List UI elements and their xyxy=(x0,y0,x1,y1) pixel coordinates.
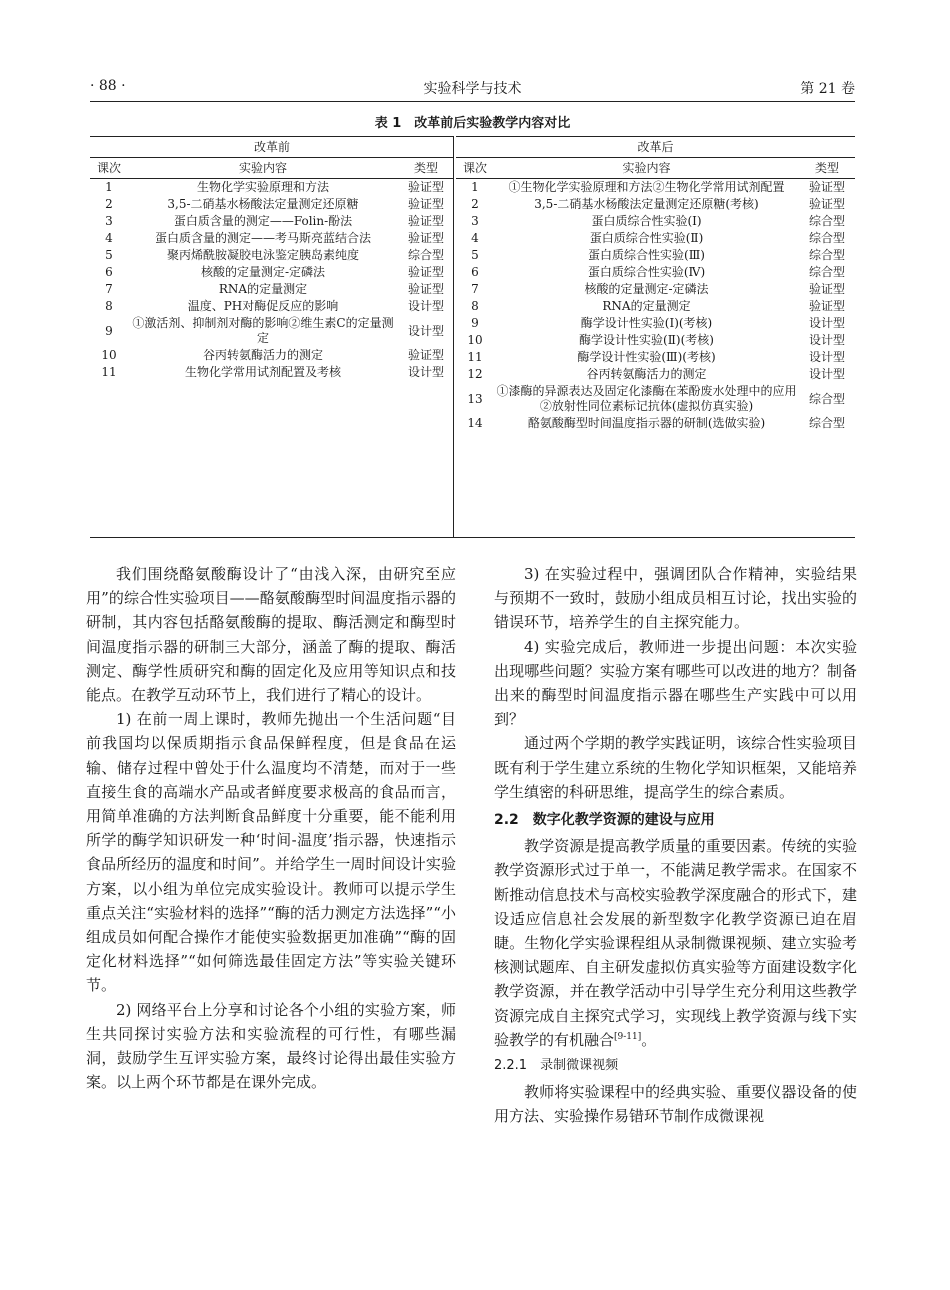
content-cell: 蛋白质综合性实验(Ⅱ) xyxy=(589,231,704,245)
page-header xyxy=(90,78,855,100)
before-group-header: 改革前 xyxy=(90,137,454,158)
session-cell: 13 xyxy=(467,391,483,406)
type-cell: 综合型 xyxy=(808,248,845,262)
session-cell: 2 xyxy=(471,197,479,211)
type-cell: 验证型 xyxy=(407,197,444,211)
paragraph: 我们围绕酪氨酸酶设计了“由浅入深，由研究至应用”的综合性实验项目——酪氨酸酶型时间温度指示器的研制，其内容包括酪氨酸酶的提取、酶活测定和酶型时间温度指示器的研制三大部分，涵盖了酶的提取、酶活测定、酶学性质研究和酶的固定化及应用等知识点和技能点。在教学互动环节上，我们进行了精心的设计。 xyxy=(86,565,456,705)
paragraph: 2) 网络平台上分享和讨论各个小组的实验方案，师生共同探讨实验方法和实验流程的可行性，有哪些漏洞，鼓励学生互评实验方案，最终讨论得出最佳实验方案。以上两个环节都是在课外完成。 xyxy=(86,1000,456,1092)
table-divider xyxy=(453,137,454,537)
session-cell: 9 xyxy=(105,323,113,338)
type-cell: 综合型 xyxy=(808,231,845,245)
content-cell: 核酸的定量测定-定磷法 xyxy=(200,265,326,279)
content-cell: 酶学设计性实验(Ⅰ)(考核) xyxy=(580,316,713,330)
content-cell: RNA的定量测定 xyxy=(602,299,691,313)
after-col-session: 课次 xyxy=(456,158,494,179)
before-col-type: 类型 xyxy=(398,158,454,179)
content-cell: 蛋白质综合性实验(Ⅳ) xyxy=(587,265,706,279)
type-cell: 设计型 xyxy=(407,323,444,338)
session-cell: 5 xyxy=(105,248,113,262)
type-cell: 验证型 xyxy=(407,282,444,296)
header-rule xyxy=(90,101,855,102)
content-cell: 蛋白质综合性实验(Ⅲ) xyxy=(588,248,705,262)
table-row xyxy=(90,264,454,281)
section-heading: 2.2 数字化教学资源的建设与应用 xyxy=(494,812,715,829)
before-col-content: 实验内容 xyxy=(128,158,398,179)
type-cell: 设计型 xyxy=(808,333,845,347)
table-before xyxy=(90,136,454,381)
table-row xyxy=(90,281,454,298)
session-cell: 7 xyxy=(471,282,479,296)
content-cell: 酶学设计性实验(Ⅲ)(考核) xyxy=(577,350,716,364)
content-cell: ①激活剂、抑制剂对酶的影响②维生素C的定量测定 xyxy=(132,316,394,345)
content-cell: 3,5-二硝基水杨酸法定量测定还原糖 xyxy=(167,197,359,211)
type-cell: 综合型 xyxy=(808,391,845,406)
table-row xyxy=(456,383,855,415)
table-row xyxy=(90,196,454,213)
content-cell: ①漆酶的异源表达及固定化漆酶在苯酚废水处理中的应用②放射性同位素标记抗体(虚拟仿真实验) xyxy=(496,384,797,413)
session-cell: 9 xyxy=(471,316,479,330)
paragraph-text: 教学资源是提高教学质量的重要因素。传统的实验教学资源形式过于单一，不能满足教学需求。在国家不断推动信息技术与高校实验教学深度融合的形式下，建设适应信息社会发展的新型数字化教学资源已迫在眉睫。生物化学实验课程组从录制微课视频、建立实验考核测试题库、自主研发虚拟仿真实验等方面建设数字化教学资源，并在教学活动中引导学生充分利用这些教学资源完成自主探究式学习，实现线上教学资源与线下实验教学的有机融合 xyxy=(494,837,857,1049)
session-cell: 5 xyxy=(471,248,479,262)
table-row xyxy=(456,196,855,213)
content-cell: 蛋白质综合性实验(Ⅰ) xyxy=(591,214,702,228)
after-col-type: 类型 xyxy=(799,158,855,179)
session-cell: 10 xyxy=(467,333,483,347)
table-row xyxy=(90,364,454,381)
type-cell: 设计型 xyxy=(407,299,444,313)
content-cell: 生物化学实验原理和方法 xyxy=(196,180,329,194)
content-cell: 聚丙烯酰胺凝胶电泳鉴定胰岛素纯度 xyxy=(166,248,359,262)
right-column xyxy=(494,562,857,1129)
table-row xyxy=(90,347,454,364)
type-cell: 验证型 xyxy=(407,214,444,228)
paragraph-with-citation xyxy=(494,834,857,1052)
table-row xyxy=(456,349,855,366)
type-cell: 综合型 xyxy=(407,248,444,262)
table-row xyxy=(456,247,855,264)
table-row xyxy=(456,315,855,332)
table-row xyxy=(90,315,454,347)
session-cell: 6 xyxy=(471,265,479,279)
paragraph: 3) 在实验过程中，强调团队合作精神，实验结果与预期不一致时，鼓励小组成员相互讨论，找出实验的错误环节，培养学生的自主探究能力。 xyxy=(494,565,857,632)
session-cell: 7 xyxy=(105,282,113,296)
type-cell: 验证型 xyxy=(808,180,845,194)
table-row xyxy=(456,264,855,281)
left-column xyxy=(86,562,456,1094)
paragraph: 通过两个学期的教学实践证明，该综合性实验项目既有利于学生建立系统的生物化学知识框架，又能培养学生缜密的科研思维，提高学生的综合素质。 xyxy=(494,734,857,801)
content-cell: 酪氨酸酶型时间温度指示器的研制(选做实验) xyxy=(527,416,766,430)
session-cell: 4 xyxy=(471,231,479,245)
after-col-content: 实验内容 xyxy=(494,158,799,179)
content-cell: 温度、PH对酶促反应的影响 xyxy=(187,299,339,313)
paragraph: 1) 在前一周上课时，教师先抛出一个生活问题“目前我国均以保质期指示食品保鲜程度，但是食品在运输、储存过程中曾处于什么温度均不清楚，而对于一些直接生食的高端水产品或者鲜度要求极高的食品而言，用简单准确的方法判断食品鲜度十分重要，能不能利用所学的酶学知识研发一种‘时间-温度’指示器，快速指示食品所经历的温度和时间”。并给学生一周时间设计实验方案，以小组为单位完成实验设计。教师可以提示学生重点关注“实验材料的选择”“酶的活力测定方法选择”“小组成员如何配合操作才能使实验数据更加准确”“酶的固定化材料选择”“如何筛选最佳固定方法”等实验关键环节。 xyxy=(86,710,456,995)
type-cell: 综合型 xyxy=(808,265,845,279)
before-col-session: 课次 xyxy=(90,158,128,179)
session-cell: 8 xyxy=(471,299,479,313)
session-cell: 12 xyxy=(467,367,483,381)
table-row xyxy=(90,230,454,247)
type-cell: 验证型 xyxy=(407,265,444,279)
table-row xyxy=(456,213,855,230)
subsection-heading: 2.2.1 录制微课视频 xyxy=(494,1058,619,1074)
table-row xyxy=(456,281,855,298)
type-cell: 设计型 xyxy=(808,316,845,330)
table-after xyxy=(456,136,855,432)
content-cell: 蛋白质含量的测定——考马斯亮蓝结合法 xyxy=(154,231,371,245)
session-cell: 4 xyxy=(105,231,113,245)
volume-label: 第 21 卷 xyxy=(800,81,855,97)
session-cell: 11 xyxy=(101,365,117,379)
after-group-header: 改革后 xyxy=(456,137,855,158)
table-row xyxy=(90,247,454,264)
type-cell: 综合型 xyxy=(808,214,845,228)
paragraph-end: 。 xyxy=(641,1030,657,1049)
table-row xyxy=(90,298,454,315)
table-row xyxy=(90,179,454,197)
before-table xyxy=(90,136,454,381)
content-cell: RNA的定量测定 xyxy=(218,282,308,296)
table-row xyxy=(456,298,855,315)
content-cell: 谷丙转氨酶活力的测定 xyxy=(586,367,707,381)
table-row xyxy=(456,332,855,349)
type-cell: 设计型 xyxy=(808,350,845,364)
content-cell: 生物化学常用试剂配置及考核 xyxy=(184,365,341,379)
session-cell: 1 xyxy=(105,180,113,194)
type-cell: 验证型 xyxy=(808,282,845,296)
table-bottom-rule xyxy=(90,537,855,538)
after-table xyxy=(456,136,855,432)
content-cell: 蛋白质含量的测定——Folin-酚法 xyxy=(173,214,353,228)
type-cell: 设计型 xyxy=(808,367,845,381)
session-cell: 8 xyxy=(105,299,113,313)
session-cell: 10 xyxy=(101,348,117,362)
paragraph: 教师将实验课程中的经典实验、重要仪器设备的使用方法、实验操作易错环节制作成微课视 xyxy=(494,1083,857,1126)
page-number: · 88 · xyxy=(90,78,126,94)
table-row xyxy=(90,213,454,230)
session-cell: 2 xyxy=(105,197,113,211)
paragraph: 4) 实验完成后，教师进一步提出问题：本次实验出现哪些问题？实验方案有哪些可以改进的地方？制备出来的酶型时间温度指示器在哪些生产实践中可以用到？ xyxy=(494,637,857,729)
content-cell: 谷丙转氨酶活力的测定 xyxy=(202,348,323,362)
session-cell: 3 xyxy=(105,214,113,228)
type-cell: 验证型 xyxy=(407,231,444,245)
table-caption: 表 1 改革前后实验教学内容对比 xyxy=(374,116,571,131)
type-cell: 验证型 xyxy=(407,180,444,194)
content-cell: 3,5-二硝基水杨酸法定量测定还原糖(考核) xyxy=(534,197,759,211)
content-cell: 核酸的定量测定-定磷法 xyxy=(584,282,709,296)
session-cell: 11 xyxy=(467,350,483,364)
type-cell: 综合型 xyxy=(808,416,845,430)
table-row xyxy=(456,179,855,197)
citation: [9-11] xyxy=(614,1031,642,1042)
content-cell: 酶学设计性实验(Ⅱ)(考核) xyxy=(579,333,714,347)
table-row xyxy=(456,415,855,432)
table-row xyxy=(456,366,855,383)
journal-title: 实验科学与技术 xyxy=(423,81,522,97)
type-cell: 验证型 xyxy=(407,348,444,362)
type-cell: 验证型 xyxy=(808,197,845,211)
content-cell: ①生物化学实验原理和方法②生物化学常用试剂配置 xyxy=(508,180,785,194)
type-cell: 设计型 xyxy=(407,365,444,379)
session-cell: 1 xyxy=(471,180,479,194)
table-row xyxy=(456,230,855,247)
session-cell: 14 xyxy=(467,416,483,430)
session-cell: 3 xyxy=(471,214,479,228)
type-cell: 验证型 xyxy=(808,299,845,313)
session-cell: 6 xyxy=(105,265,113,279)
